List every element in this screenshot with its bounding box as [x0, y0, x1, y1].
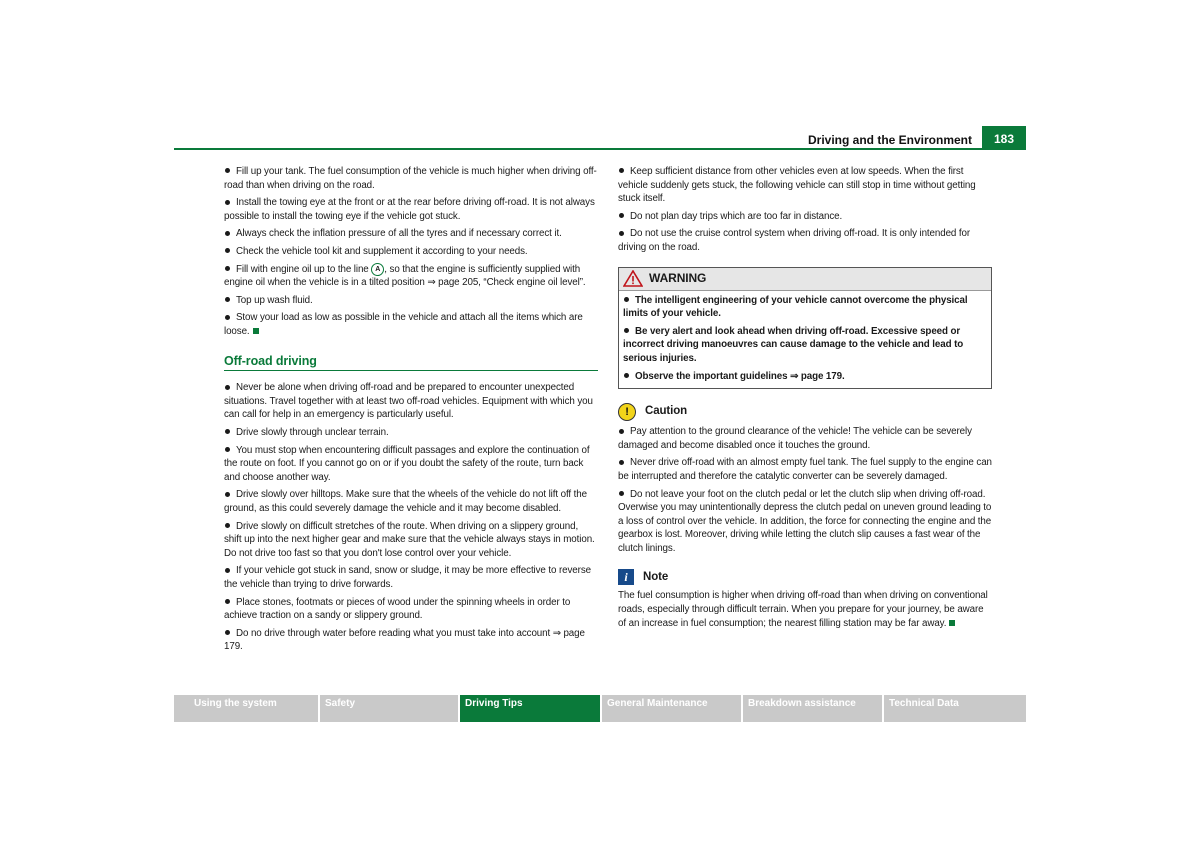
- list-item: Always check the inflation pressure of all the tyres and if necessary correct it.: [224, 227, 598, 241]
- bullet-icon: [225, 492, 230, 497]
- bullet-icon: [619, 491, 624, 496]
- caution-item: Never drive off-road with an almost empty fuel tank. The fuel supply to the engine can be interrupted and therefore the catalytic converter can be severely damaged.: [618, 457, 992, 482]
- page-number: 183: [982, 126, 1026, 149]
- bullet-icon: [225, 385, 230, 390]
- warning-item: Observe the important guidelines ⇒ page 179.: [623, 370, 987, 384]
- bullet-icon: [225, 447, 230, 452]
- bullet-icon: [225, 231, 230, 236]
- bullet-icon: [225, 297, 230, 302]
- section-heading: Off-road driving: [224, 355, 598, 372]
- tab-driving-tips[interactable]: Driving Tips: [460, 695, 602, 722]
- warning-header: [619, 268, 991, 291]
- warning-body: [619, 291, 991, 389]
- bullet-icon: [225, 599, 230, 604]
- list-item: Drive slowly over hilltops. Make sure that the wheels of the vehicle do not lift off the ground, as this could severely damage the vehicle and it may become disabled.: [224, 489, 587, 514]
- list-item: Drive slowly through unclear terrain.: [224, 426, 598, 440]
- bullet-icon: [225, 248, 230, 253]
- chapter-nav: [174, 695, 1026, 722]
- caution-item: Pay attention to the ground clearance of the vehicle! The vehicle can be severely damaged and become disabled once it touches the ground.: [618, 426, 972, 451]
- list-item: Do not plan day trips which are too far in distance.: [618, 210, 992, 224]
- section-end-icon: [253, 328, 259, 334]
- note-title: Note: [643, 570, 669, 583]
- list-item: Check the vehicle tool kit and supplement it according to your needs.: [224, 245, 598, 259]
- list-item: Keep sufficient distance from other vehicles even at low speeds. When the first vehicle suddenly gets stuck, the following vehicle can still stop in time without getting stuck itself.: [618, 166, 976, 205]
- header-divider: [174, 148, 1026, 150]
- bullet-icon: [225, 429, 230, 434]
- bullet-icon: [225, 315, 230, 320]
- tab-technical-data[interactable]: Technical Data: [884, 695, 1026, 722]
- bullet-icon: [619, 460, 624, 465]
- warning-box: [618, 267, 992, 390]
- list-item: Install the towing eye at the front or at the rear before driving off-road. It is not always possible to install the towing eye if the vehicle got stuck.: [224, 197, 595, 222]
- warning-item: The intelligent engineering of your vehicle cannot overcome the physical limits of your vehicle.: [623, 294, 968, 320]
- section-end-icon: [949, 620, 955, 626]
- caution-icon: !: [618, 403, 636, 421]
- list-item: Drive slowly on difficult stretches of the route. When driving on a slippery ground, shift up into the next higher gear and make sure that the vehicle always stays in motion. Do not drive too fast so that you don't lose control over your vehicle.: [224, 520, 595, 559]
- list-item: Do no drive through water before reading what you must take into account ⇒ page 179.: [224, 627, 585, 653]
- bullet-icon: [225, 523, 230, 528]
- list-item-engine-oil: Fill with engine oil up to the line A , so that the engine is sufficiently supplied with engine oil when the vehicle is in a tilted position ⇒ page 205, “Check engine oil level”.: [224, 263, 586, 289]
- list-item: Never be alone when driving off-road and be prepared to encounter unexpected situations. Travel together with at least two off-road vehicles. Equipment with which you can call for help in an emergency is particularly useful.: [224, 382, 593, 421]
- bullet-icon: [619, 213, 624, 218]
- bullet-icon: [225, 568, 230, 573]
- bullet-icon: [619, 429, 624, 434]
- list-item: If your vehicle got stuck in sand, snow or sludge, it may be more effective to reverse the vehicle than trying to drive forwards.: [224, 565, 591, 590]
- left-column: [224, 165, 598, 658]
- bullet-icon: [624, 297, 629, 302]
- bullet-icon: [624, 373, 629, 378]
- list-item: Place stones, footmats or pieces of wood under the spinning wheels in order to achieve traction on a sandy or slippery ground.: [224, 596, 571, 622]
- caution-heading: [618, 403, 992, 421]
- list-item: Fill up your tank. The fuel consumption of the vehicle is much higher when driving off-road than when driving on the road.: [224, 166, 597, 191]
- tab-breakdown-assistance[interactable]: Breakdown assistance: [743, 695, 884, 722]
- bullet-icon: [225, 630, 230, 635]
- list-item: You must stop when encountering difficult passages and explore the continuation of the route on foot. If you cannot go on or if you doubt the safety of the route, turn back and choose another way.: [224, 444, 590, 483]
- marker-a-icon: A: [371, 263, 384, 276]
- bullet-icon: [225, 168, 230, 173]
- warning-title: WARNING: [649, 270, 707, 285]
- tab-safety[interactable]: Safety: [320, 695, 460, 722]
- bullet-icon: [225, 200, 230, 205]
- info-icon: i: [618, 569, 634, 585]
- tab-using-the-system[interactable]: Using the system: [174, 695, 320, 722]
- bullet-icon: [225, 266, 230, 271]
- note-text: The fuel consumption is higher when driving off-road than when driving on conventional roads, especially through difficult terrain. When you prepare for your journey, be aware of an increase in fuel consumption; the nearest filling station may be far away.: [618, 590, 988, 629]
- warning-item: Be very alert and look ahead when driving off-road. Excessive speed or incorrect driving manoeuvres can cause damage to the vehicle and lead to serious injuries.: [623, 325, 964, 364]
- tab-general-maintenance[interactable]: General Maintenance: [602, 695, 743, 722]
- bullet-icon: [619, 168, 624, 173]
- right-column: [618, 165, 992, 630]
- warning-triangle-icon: [623, 270, 643, 287]
- chapter-title: Driving and the Environment: [807, 133, 972, 147]
- bullet-icon: [619, 231, 624, 236]
- caution-title: Caution: [645, 405, 688, 418]
- list-item: Do not use the cruise control system when driving off-road. It is only intended for driving on the road.: [618, 228, 971, 253]
- note-heading: [618, 569, 992, 585]
- bullet-icon: [624, 328, 629, 333]
- caution-item: Do not leave your foot on the clutch pedal or let the clutch slip when driving off-road. Overwise you may unintentionally depress the clutch pedal on uneven ground leading to a loss of control over the vehicle. In addition, the force for connecting the engine and the gearbox is lost. Moreover, driving while letting the clutch slip causes a fast wear of the clutch linings.: [618, 488, 992, 554]
- list-item: Top up wash fluid.: [224, 294, 598, 308]
- list-item: Stow your load as low as possible in the vehicle and attach all the items which are loose.: [224, 312, 583, 338]
